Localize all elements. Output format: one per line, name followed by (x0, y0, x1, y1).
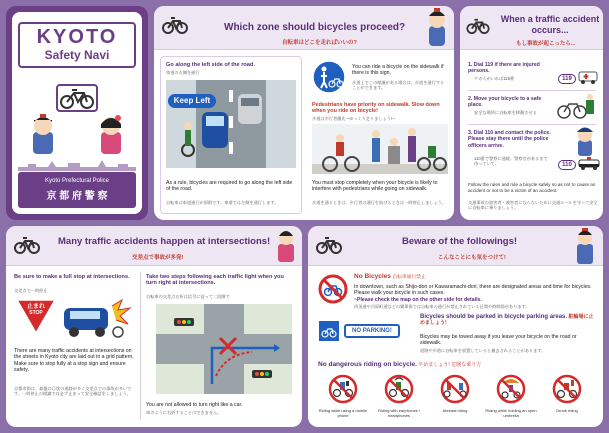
danger-label: Riding while holding an open umbrella (485, 408, 537, 418)
beware-title: Beware of the followings! (402, 236, 518, 247)
intersections-mascot (274, 228, 298, 264)
accident-step2-jp: 安全な場所に自転車を移動させる (474, 110, 537, 115)
zone-panel (154, 6, 454, 220)
beware-subtitle: こんなことにも気をつけて! (438, 255, 506, 261)
priority-heading: Pedestrians have priority on sidewalk. Slow down when you ride on bicycle! (312, 102, 440, 115)
twostep-heading: Take two steps following each traffic light when you turn right at intersections. (146, 274, 284, 287)
danger-label: Drunk riding (556, 408, 578, 413)
keep-left-sign: Keep Left (168, 94, 216, 108)
zone-rule-jp: 自転車は車道通行が原則です。車道では左側を通行します。 (166, 200, 279, 205)
nobicycles-note: ~Please check the map on the other side for details. (354, 297, 482, 303)
earphones-riding-icon (372, 374, 426, 404)
police-car-icon (578, 156, 600, 170)
accident-step3-jp: 110番で警察に通報。警察官が来るまで待っていて。 (474, 156, 548, 166)
zone-rule-text: As a rule, bicycles are required to go along the left side of the road. (166, 180, 293, 193)
sidewalk-text: You can ride a bicycle on the sidewalk if there is this sign. (352, 64, 444, 77)
cover-police-en: Kyoto Prefectural Police (44, 178, 110, 184)
danger-item-earphones (372, 374, 426, 419)
danger-heading (318, 362, 598, 368)
noturn-text: You are not allowed to turn right like a car. (146, 402, 243, 408)
cover-subtitle: Safety Navi (44, 48, 110, 62)
zone-title: Which zone should bicycles proceed? (224, 22, 406, 33)
bicycle-icon (14, 236, 40, 259)
cover-panel (6, 6, 148, 220)
zone-subtitle: 自転車はどこを走ればいいの? (282, 40, 357, 46)
sidewalk-sign-icon (312, 60, 346, 94)
intersection-diagram (156, 304, 292, 394)
twostep-jp: 自転車の交差点右折は信号に従って二段階で (146, 294, 230, 299)
danger-heading-en: No dangerous riding on bicycle. (318, 361, 417, 368)
beware-panel (308, 226, 603, 427)
beware-mascot (572, 228, 598, 266)
parking-jp: 道路や歩道に自転車を放置していると撤去されることがあります。 (420, 348, 546, 353)
accident-step2: 2. Move your bicycle to a safe place. (468, 96, 542, 109)
cover-police-jp: 京 都 府 警 察 (46, 191, 108, 202)
no-parking-sign: NO PARKING! (344, 324, 400, 338)
parking-text: Bicycles may be towed away if you leave your bicycle on the road or sidewalk. (420, 334, 577, 347)
bicycle-icon (162, 16, 188, 39)
noturn-jp: 車のように右折することはできません。 (146, 410, 222, 415)
pedestrians-illustration (312, 124, 448, 174)
cover-title: KYOTO (36, 26, 118, 48)
badge-110: 110 (558, 160, 576, 170)
zone-left-heading-jp: 車道の左側を通行 (166, 70, 200, 75)
intersections-subtitle: 交差点で事故が多発! (132, 255, 184, 261)
cover-mascot-right (96, 114, 126, 156)
parking-heading-en: Bicycles should be parked in bicycle parking areas. (420, 314, 568, 320)
accident-title: When a traffic accident occurs... (500, 14, 600, 35)
accident-panel (460, 6, 603, 220)
police-mascot (572, 126, 598, 156)
nobicycles-heading-jp: 自転車通行禁止 (392, 275, 426, 280)
accident-subtitle: もし事故が起こったら... (516, 41, 576, 47)
priority-jp: 歩道は歩行者優先 ~ゆっくり走りましょう!~ (312, 116, 395, 121)
accident-note: Follow the rules and ride a bicycle safely so as not to cause an accident or not to be a victim of an accident. (468, 182, 596, 193)
accident-step3: 3. Dial 110 and contact the police. Please stay there until the police officers arrive. (468, 130, 551, 149)
umbrella-riding-icon (484, 374, 538, 404)
nobicycles-heading (354, 274, 426, 281)
danger-heading-jp: やめましょう! 危険な乗り方 (418, 362, 482, 368)
badge-119: 119 (558, 74, 576, 84)
divider (468, 90, 596, 91)
stop-sign-jp: 止まれ (26, 304, 45, 310)
stop-jp: 歩道を通るときは、歩行者の通行を妨げるときは一時停止しましょう。 (312, 200, 447, 205)
ambulance-icon (578, 70, 600, 84)
bicycle-icon (466, 18, 490, 39)
danger-label: Riding with earphones / headphones (378, 408, 420, 418)
accident-step1: 1. Dial 119 if there are injured persons. (468, 62, 540, 75)
grid-text: There are many traffic accidents at intersections on the streets in Kyoto city are laid out in a grid pattern. Make sure to stop fully at a stop sign and ensure safety. (14, 348, 134, 374)
danger-label: Riding while using a mobile phone (318, 408, 368, 418)
cover-mascot-left (28, 114, 58, 156)
drunk-riding-icon (540, 374, 594, 404)
abreast-riding-icon (428, 374, 482, 404)
danger-item-abreast (428, 374, 482, 414)
danger-label: Abreast riding (442, 408, 468, 413)
nobicycles-text: In downtown, such as Shijo-dori or Kawaramachi-dori, there are designated areas and time for bicycles. Please walk your bicycle in such cases. (354, 284, 592, 297)
danger-item-drunk (540, 374, 594, 414)
collision-illustration (60, 296, 134, 340)
danger-item-phone (316, 374, 370, 419)
grid-jp: 京都市街は、碁盤の目状の道路が多く交差点での事故が多いです。一時停止の標識では必ず止まって安全確認をしましょう。 (14, 386, 132, 396)
move-bicycle-illustration (554, 94, 598, 120)
fullstop-heading: Be sure to make a full stop at intersections. (14, 274, 130, 280)
intersections-panel (6, 226, 302, 427)
cover-title-box (18, 22, 136, 68)
nobicycles-jp2: 四条通や河原町通などの繁華街では自転車の通行が禁止されている区間や時間帯があります。 (354, 304, 530, 309)
nobicycles-heading-en: No Bicycles (354, 273, 391, 280)
cover-bicycle-icon (56, 84, 98, 112)
intersections-title: Many traffic accidents happen at intersections! (58, 236, 271, 247)
fullstop-jp: 交差点で一時停止 (14, 288, 48, 293)
bicycle-icon (316, 236, 342, 259)
stop-text: You must stop completely when your bicycle is likely to interfere with pedestrians while going on sidewalk. (312, 180, 438, 193)
sidewalk-jp: 歩道上でこの標識がある場合は、歩道を通行することができます。 (352, 80, 445, 90)
parking-sign-icon (318, 320, 340, 342)
parking-heading-jp: 駐輪場に止めましょう! (420, 314, 594, 327)
divider (468, 124, 596, 125)
parking-heading (420, 314, 596, 327)
accident-step1-jp: ケガ人がいれば119番 (474, 76, 515, 81)
zone-mascot (424, 8, 450, 48)
danger-item-umbrella (484, 374, 538, 419)
stop-sign-en: STOP (29, 310, 43, 316)
phone-riding-icon (316, 374, 370, 404)
no-bicycles-sign-icon (318, 274, 348, 304)
accident-note-jp: 交通事故の加害者・被害者にならないために交通ルールを守って安全に自転車に乗りましょう。 (468, 200, 598, 210)
cover-city-silhouette (18, 158, 136, 170)
zone-left-heading: Go along the left side of the road. (166, 62, 255, 68)
divider (140, 272, 141, 420)
cover-police-badge (18, 172, 136, 208)
